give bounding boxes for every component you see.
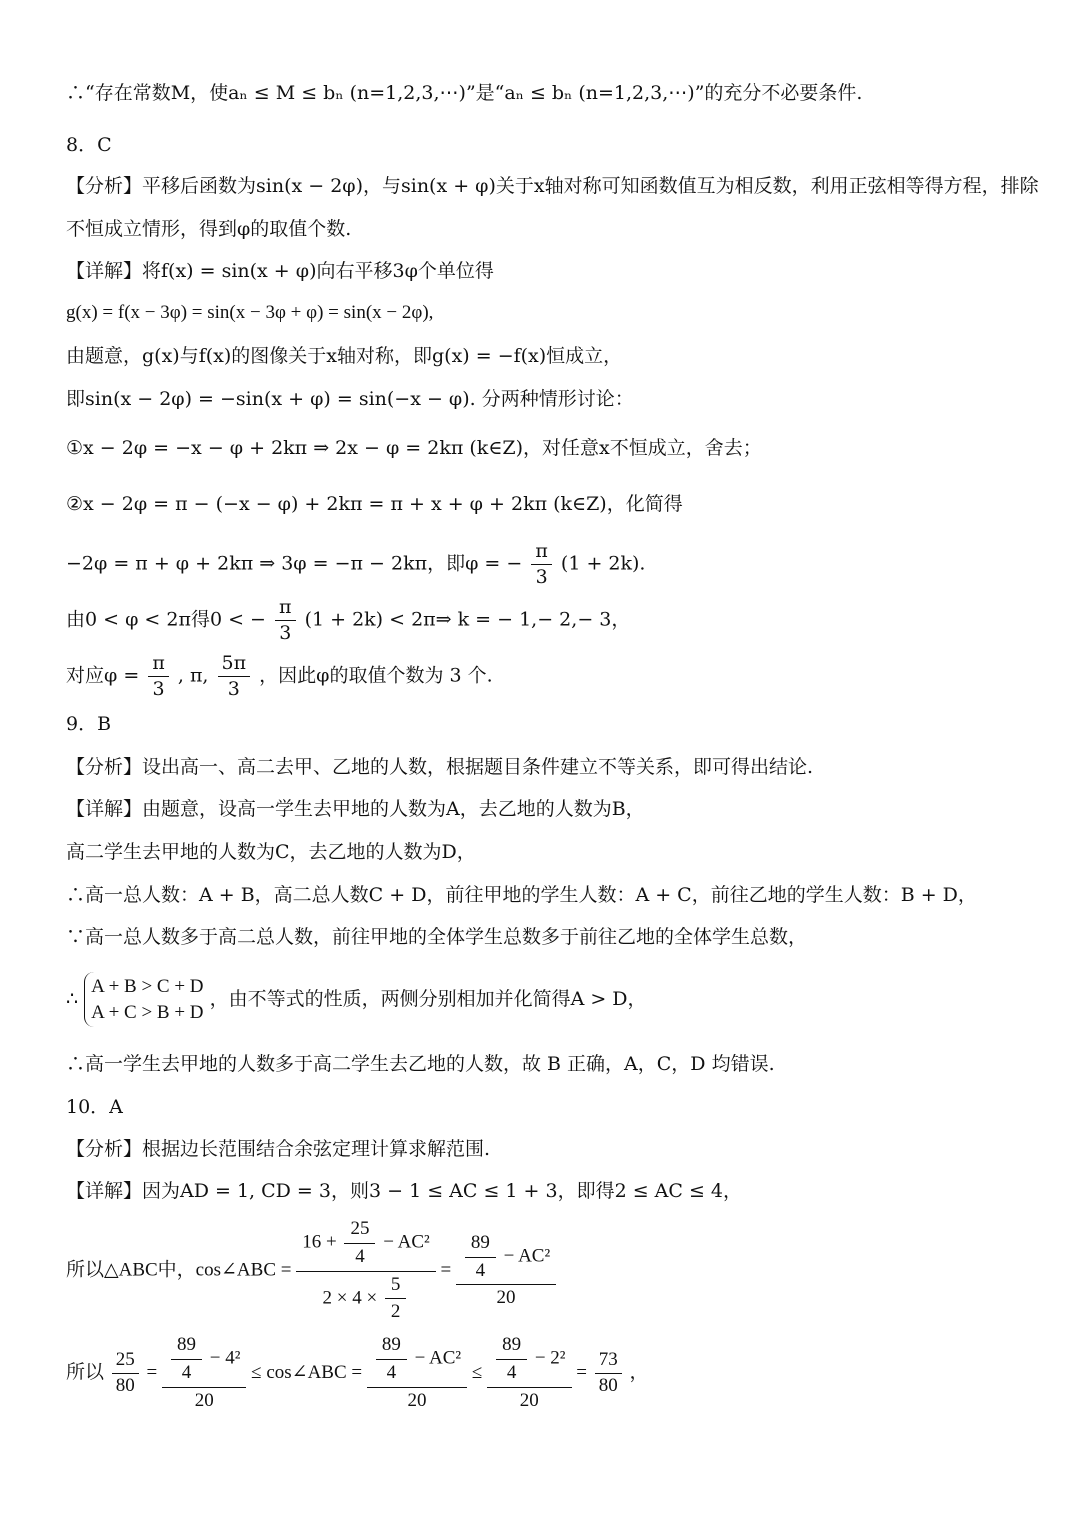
answer-9: 9．B [66,713,112,735]
system-brace: A + B > C + D A + C > B + D [84,972,203,1027]
case-2: ②x − 2φ = π − (−x − φ) + 2kπ = π + x + φ + 2kπ (k∈Z)，化简得 [66,493,683,515]
detail-9: 【详解】由题意，设高一学生去甲地的人数为A，去乙地的人数为B， [66,798,645,820]
fraction-pi-over-3: $\frac{\pi}{3}$ [148,652,169,701]
detail-8: 【详解】将f(x) = sin(x + φ)向右平移3φ个单位得 [66,260,494,282]
complex-fraction-cos: 16 + $\frac{25}{4}$ − AC² 2 × 4 × $\frac{5}{2}$ [296,1218,435,1324]
answer-10: 10．A [66,1096,123,1118]
fraction-pi-over-3: $\frac{\pi}{3}$ [275,596,296,645]
cosine-formula: 所以△ABC中，cos∠ABC = 16 + $\frac{25}{4}$ − AC² 2 × 4 × $\frac{5}{2}$ = $\frac{89}{4}$ − AC² 20 [66,1218,556,1324]
sine-equation: 即sin(x − 2φ) = −sin(x + φ) = sin(−x − φ). 分两种情形讨论： [66,388,634,410]
fraction-89-over-4: $\frac{89}{4}$ − AC² 20 [456,1232,556,1310]
case-2-solution: −2φ = π + φ + 2kπ ⇒ 3φ = −π − 2kπ，即φ = − $\frac{\pi}{3}$ (1 + 2k). [66,540,646,588]
corresponding-values: 对应φ = $\frac{\pi}{3}$ , π, $\frac{5\pi}{3}$ ，因此φ的取值个数为 3 个. [66,652,493,700]
text-line-condition: ∴“存在常数M，使aₙ ≤ M ≤ bₙ (n=1,2,3,⋯)”是“aₙ ≤ bₙ (n=1,2,3,⋯)”的充分不必要条件. [66,82,863,104]
analysis-10: 【分析】根据边长范围结合余弦定理计算求解范围. [66,1138,491,1160]
cosine-range: 所以 $\frac{25}{80}$ = $\frac{89}{4}$ − 4² 20 ≤ cos∠ABC = $\frac{89}{4}$ − AC² 20 ≤ $\frac{89}{4}$ − 2² 20 = $\frac{73}{80}$ ， [66,1334,649,1411]
answer-8: 8．C [66,134,112,156]
detail-9-line2: 高二学生去甲地的人数为C，去乙地的人数为D， [66,841,476,863]
symmetry-line: 由题意，g(x)与f(x)的图像关于x轴对称，即g(x) = −f(x)恒成立， [66,345,623,367]
equation-g: g(x) = f(x − 3φ) = sin(x − 3φ + φ) = sin(x − 2φ), [66,302,434,323]
detail-9-line3: ∴高一总人数：A + B，高二总人数C + D，前往甲地的学生人数：A + C，前往乙地的学生人数：B + D， [66,884,977,906]
analysis-8-cont: 不恒成立情形，得到φ的取值个数. [66,218,352,240]
detail-9-line4: ∵高一总人数多于高二总人数，前往甲地的全体学生总数多于前往乙地的全体学生总数， [66,926,808,948]
range-line: 由0 < φ < 2π得0 < − $\frac{\pi}{3}$ (1 + 2k) < 2π⇒ k = − 1,− 2,− 3， [66,596,631,644]
conclusion-9: ∴高一学生去甲地的人数多于高二学生去乙地的人数，故 B 正确，A，C，D 均错误. [66,1053,775,1075]
detail-10: 【详解】因为AD = 1, CD = 3，则3 − 1 ≤ AC ≤ 1 + 3，即得2 ≤ AC ≤ 4， [66,1180,743,1202]
inequality-system: ∴ A + B > C + D A + C > B + D ，由不等式的性质，两侧分别相加并化简得A > D， [66,972,647,1027]
analysis-9: 【分析】设出高一、高二去甲、乙地的人数，根据题目条件建立不等关系，即可得出结论. [66,756,814,778]
analysis-8: 【分析】平移后函数为sin(x − 2φ)，与sin(x + φ)关于x轴对称可知函数值互为相反数，利用正弦相等得方程，排除 [66,175,1039,197]
fraction-pi-over-3: $\frac{\pi}{3}$ [531,540,552,589]
fraction-5pi-over-3: $\frac{5\pi}{3}$ [218,652,251,701]
case-1: ①x − 2φ = −x − φ + 2kπ ⇒ 2x − φ = 2kπ (k∈Z)，对任意x不恒成立，舍去； [66,437,762,459]
